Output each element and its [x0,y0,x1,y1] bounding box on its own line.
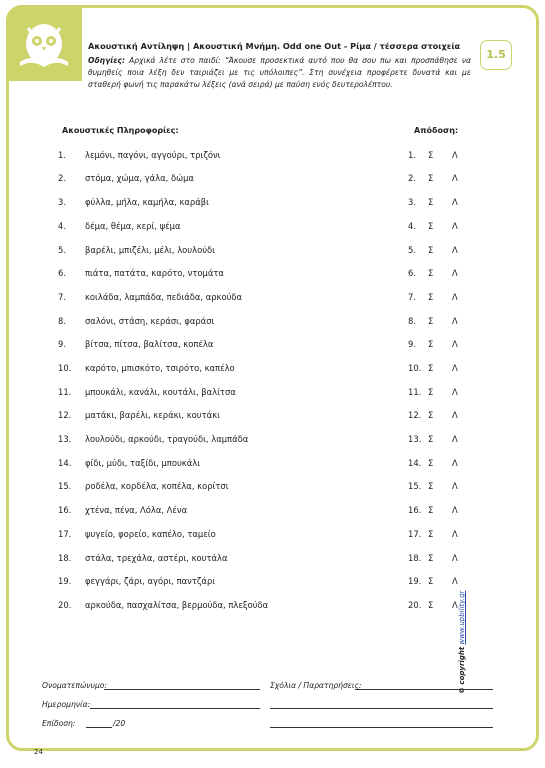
score-wrong-option[interactable]: Λ [452,363,458,373]
item-number: 6. [58,268,66,278]
owl-logo-icon [14,14,74,74]
score-wrong-option[interactable]: Λ [452,434,458,444]
score-number: 18. [408,553,422,563]
list-item [0,339,545,353]
score-number: 13. [408,434,422,444]
item-number: 18. [58,553,72,563]
score-wrong-option[interactable]: Λ [452,339,458,349]
item-words: βίτσα, πίτσα, βαλίτσα, κοπέλα [85,339,214,349]
item-number: 16. [58,505,72,515]
performance-heading: Απόδοση: [414,126,459,135]
instructions-lead: Οδηγίες: [88,56,125,65]
item-words: μπουκάλι, κανάλι, κουτάλι, βαλίτσα [85,387,236,397]
item-number: 11. [58,387,72,397]
item-words: σαλόνι, στάση, κεράσι, φαράσι [85,316,215,326]
list-item [0,197,545,211]
score-correct-option[interactable]: Σ [428,458,434,468]
item-number: 13. [58,434,72,444]
score-number: 3. [408,197,416,207]
date-label: Ημερομηνία: [42,700,91,709]
item-words: ροδέλα, κορδέλα, κοπέλα, κορίτσι [85,481,229,491]
item-words: βαρέλι, μπιζέλι, μέλι, λουλούδι [85,245,216,255]
list-item [0,505,545,519]
score-number: 5. [408,245,416,255]
score-correct-option[interactable]: Σ [428,529,434,539]
score-number: 11. [408,387,422,397]
score-correct-option[interactable]: Σ [428,576,434,586]
item-words: χτένα, πένα, Λόλα, Λένα [85,505,188,515]
score-correct-option[interactable]: Σ [428,268,434,278]
item-words: φίδι, μύδι, ταξίδι, μπουκάλι [85,458,201,468]
list-item [0,292,545,306]
copyright-prefix: © copyright [458,646,466,694]
item-number: 7. [58,292,66,302]
item-number: 14. [58,458,72,468]
name-line[interactable] [104,689,260,690]
list-item [0,553,545,567]
score-number: 10. [408,363,422,373]
item-number: 19. [58,576,72,586]
worksheet-title: Ακουστική Αντίληψη | Ακουστική Μνήμη. Odd one Out - Ρίμα / τέσσερα στοιχεία [88,41,461,51]
list-item [0,245,545,259]
score-number: 15. [408,481,422,491]
score-wrong-option[interactable]: Λ [452,316,458,326]
list-item [0,529,545,543]
page-number: 24 [34,748,43,756]
list-item [0,410,545,424]
notes-line-2[interactable] [270,708,493,709]
instructions [88,55,471,91]
score-correct-option[interactable]: Σ [428,245,434,255]
item-number: 17. [58,529,72,539]
score-number: 6. [408,268,416,278]
score-correct-option[interactable]: Σ [428,150,434,160]
item-number: 2. [58,173,66,183]
item-number: 4. [58,221,66,231]
score-correct-option[interactable]: Σ [428,316,434,326]
score-number: 4. [408,221,416,231]
score-number: 9. [408,339,416,349]
score-number: 14. [408,458,422,468]
list-item [0,387,545,401]
score-number: 8. [408,316,416,326]
score-correct-option[interactable]: Σ [428,600,434,610]
score-correct-option[interactable]: Σ [428,197,434,207]
score-wrong-option[interactable]: Λ [452,268,458,278]
score-wrong-option[interactable]: Λ [452,292,458,302]
item-words: κοιλάδα, λαμπάδα, πεδιάδα, αρκούδα [85,292,243,302]
item-words: δέμα, θέμα, κερί, ψέμα [85,221,181,231]
score-wrong-option[interactable]: Λ [452,221,458,231]
copyright-notice [458,591,466,694]
score-correct-option[interactable]: Σ [428,292,434,302]
name-label: Ονοματεπώνυμο: [42,681,107,690]
item-number: 9. [58,339,66,349]
list-item [0,150,545,164]
item-words: ματάκι, βαρέλι, κεράκι, κουτάκι [85,410,220,420]
list-item [0,221,545,235]
list-item [0,268,545,282]
score-correct-option[interactable]: Σ [428,553,434,563]
score-number: 7. [408,292,416,302]
score-line[interactable] [86,727,112,728]
score-wrong-option[interactable]: Λ [452,505,458,515]
item-words: στόμα, χώμα, γάλα, δώμα [85,173,194,183]
item-number: 20. [58,600,72,610]
score-wrong-option[interactable]: Λ [452,173,458,183]
list-item [0,173,545,187]
score-correct-option[interactable]: Σ [428,434,434,444]
copyright-link[interactable]: www.upbility.gr [458,590,466,645]
score-wrong-option[interactable]: Λ [452,387,458,397]
score-number: 12. [408,410,422,420]
item-number: 8. [58,316,66,326]
score-label: Επίδοση: [42,719,76,728]
item-words: φεγγάρι, ζάρι, αγόρι, παντζάρι [85,576,216,586]
score-suffix: /20 [113,719,126,728]
item-words: λεμόνι, παγόνι, αγγούρι, τριζόνι [85,150,221,160]
item-words: πιάτα, πατάτα, καρότο, ντομάτα [85,268,224,278]
score-number: 1. [408,150,416,160]
list-item [0,576,545,590]
score-wrong-option[interactable]: Λ [452,600,458,610]
item-words: ψυγείο, φορείο, καπέλο, ταμείο [85,529,216,539]
notes-line-1[interactable] [355,689,493,690]
item-number: 12. [58,410,72,420]
score-correct-option[interactable]: Σ [428,339,434,349]
score-wrong-option[interactable]: Λ [452,197,458,207]
item-number: 1. [58,150,66,160]
notes-line-3[interactable] [270,727,493,728]
item-number: 5. [58,245,66,255]
score-wrong-option[interactable]: Λ [452,553,458,563]
list-item [0,434,545,448]
score-wrong-option[interactable]: Λ [452,245,458,255]
score-number: 20. [408,600,422,610]
score-wrong-option[interactable]: Λ [452,481,458,491]
instructions-text: Αρχικά λέτε στο παιδί: “Άκουσε προσεκτικά αυτό που θα σου πω και προσπάθησε να θυμηθείς ποια λέξη δεν ταιριάζει με τις υπόλοιπες”. Στη συνέχεια προφέρετε δυνατά και με σταθερή φωνή τις παρακάτω λέξεις (ανά σειρά) με παύση ενός δευτερολέπτου. [88,56,471,89]
score-correct-option[interactable]: Σ [428,481,434,491]
score-correct-option[interactable]: Σ [428,363,434,373]
section-badge: 1.5 [480,40,512,70]
score-wrong-option[interactable]: Λ [452,529,458,539]
item-words: φύλλα, μήλα, καμήλα, καράβι [85,197,209,207]
score-correct-option[interactable]: Σ [428,505,434,515]
score-number: 19. [408,576,422,586]
score-wrong-option[interactable]: Λ [452,576,458,586]
score-wrong-option[interactable]: Λ [452,410,458,420]
score-correct-option[interactable]: Σ [428,410,434,420]
score-number: 16. [408,505,422,515]
score-correct-option[interactable]: Σ [428,387,434,397]
score-correct-option[interactable]: Σ [428,221,434,231]
list-item [0,316,545,330]
score-correct-option[interactable]: Σ [428,173,434,183]
item-words: καρότο, μπισκότο, τσιρότο, καπέλο [85,363,235,373]
item-number: 15. [58,481,72,491]
item-words: αρκούδα, πασχαλίτσα, βερμούδα, πλεξούδα [85,600,269,610]
item-words: λουλούδι, αρκούδι, τραγούδι, λαμπάδα [85,434,249,444]
score-number: 17. [408,529,422,539]
score-wrong-option[interactable]: Λ [452,150,458,160]
item-words: στάλα, τρεχάλα, αστέρι, κουτάλα [85,553,228,563]
item-number: 3. [58,197,66,207]
list-item [0,458,545,472]
score-number: 2. [408,173,416,183]
date-line[interactable] [90,708,260,709]
score-wrong-option[interactable]: Λ [452,458,458,468]
item-number: 10. [58,363,72,373]
notes-label: Σχόλια / Παρατηρήσεις: [270,681,362,690]
list-item [0,363,545,377]
list-item [0,481,545,495]
auditory-info-heading: Ακουστικές Πληροφορίες: [62,126,179,135]
